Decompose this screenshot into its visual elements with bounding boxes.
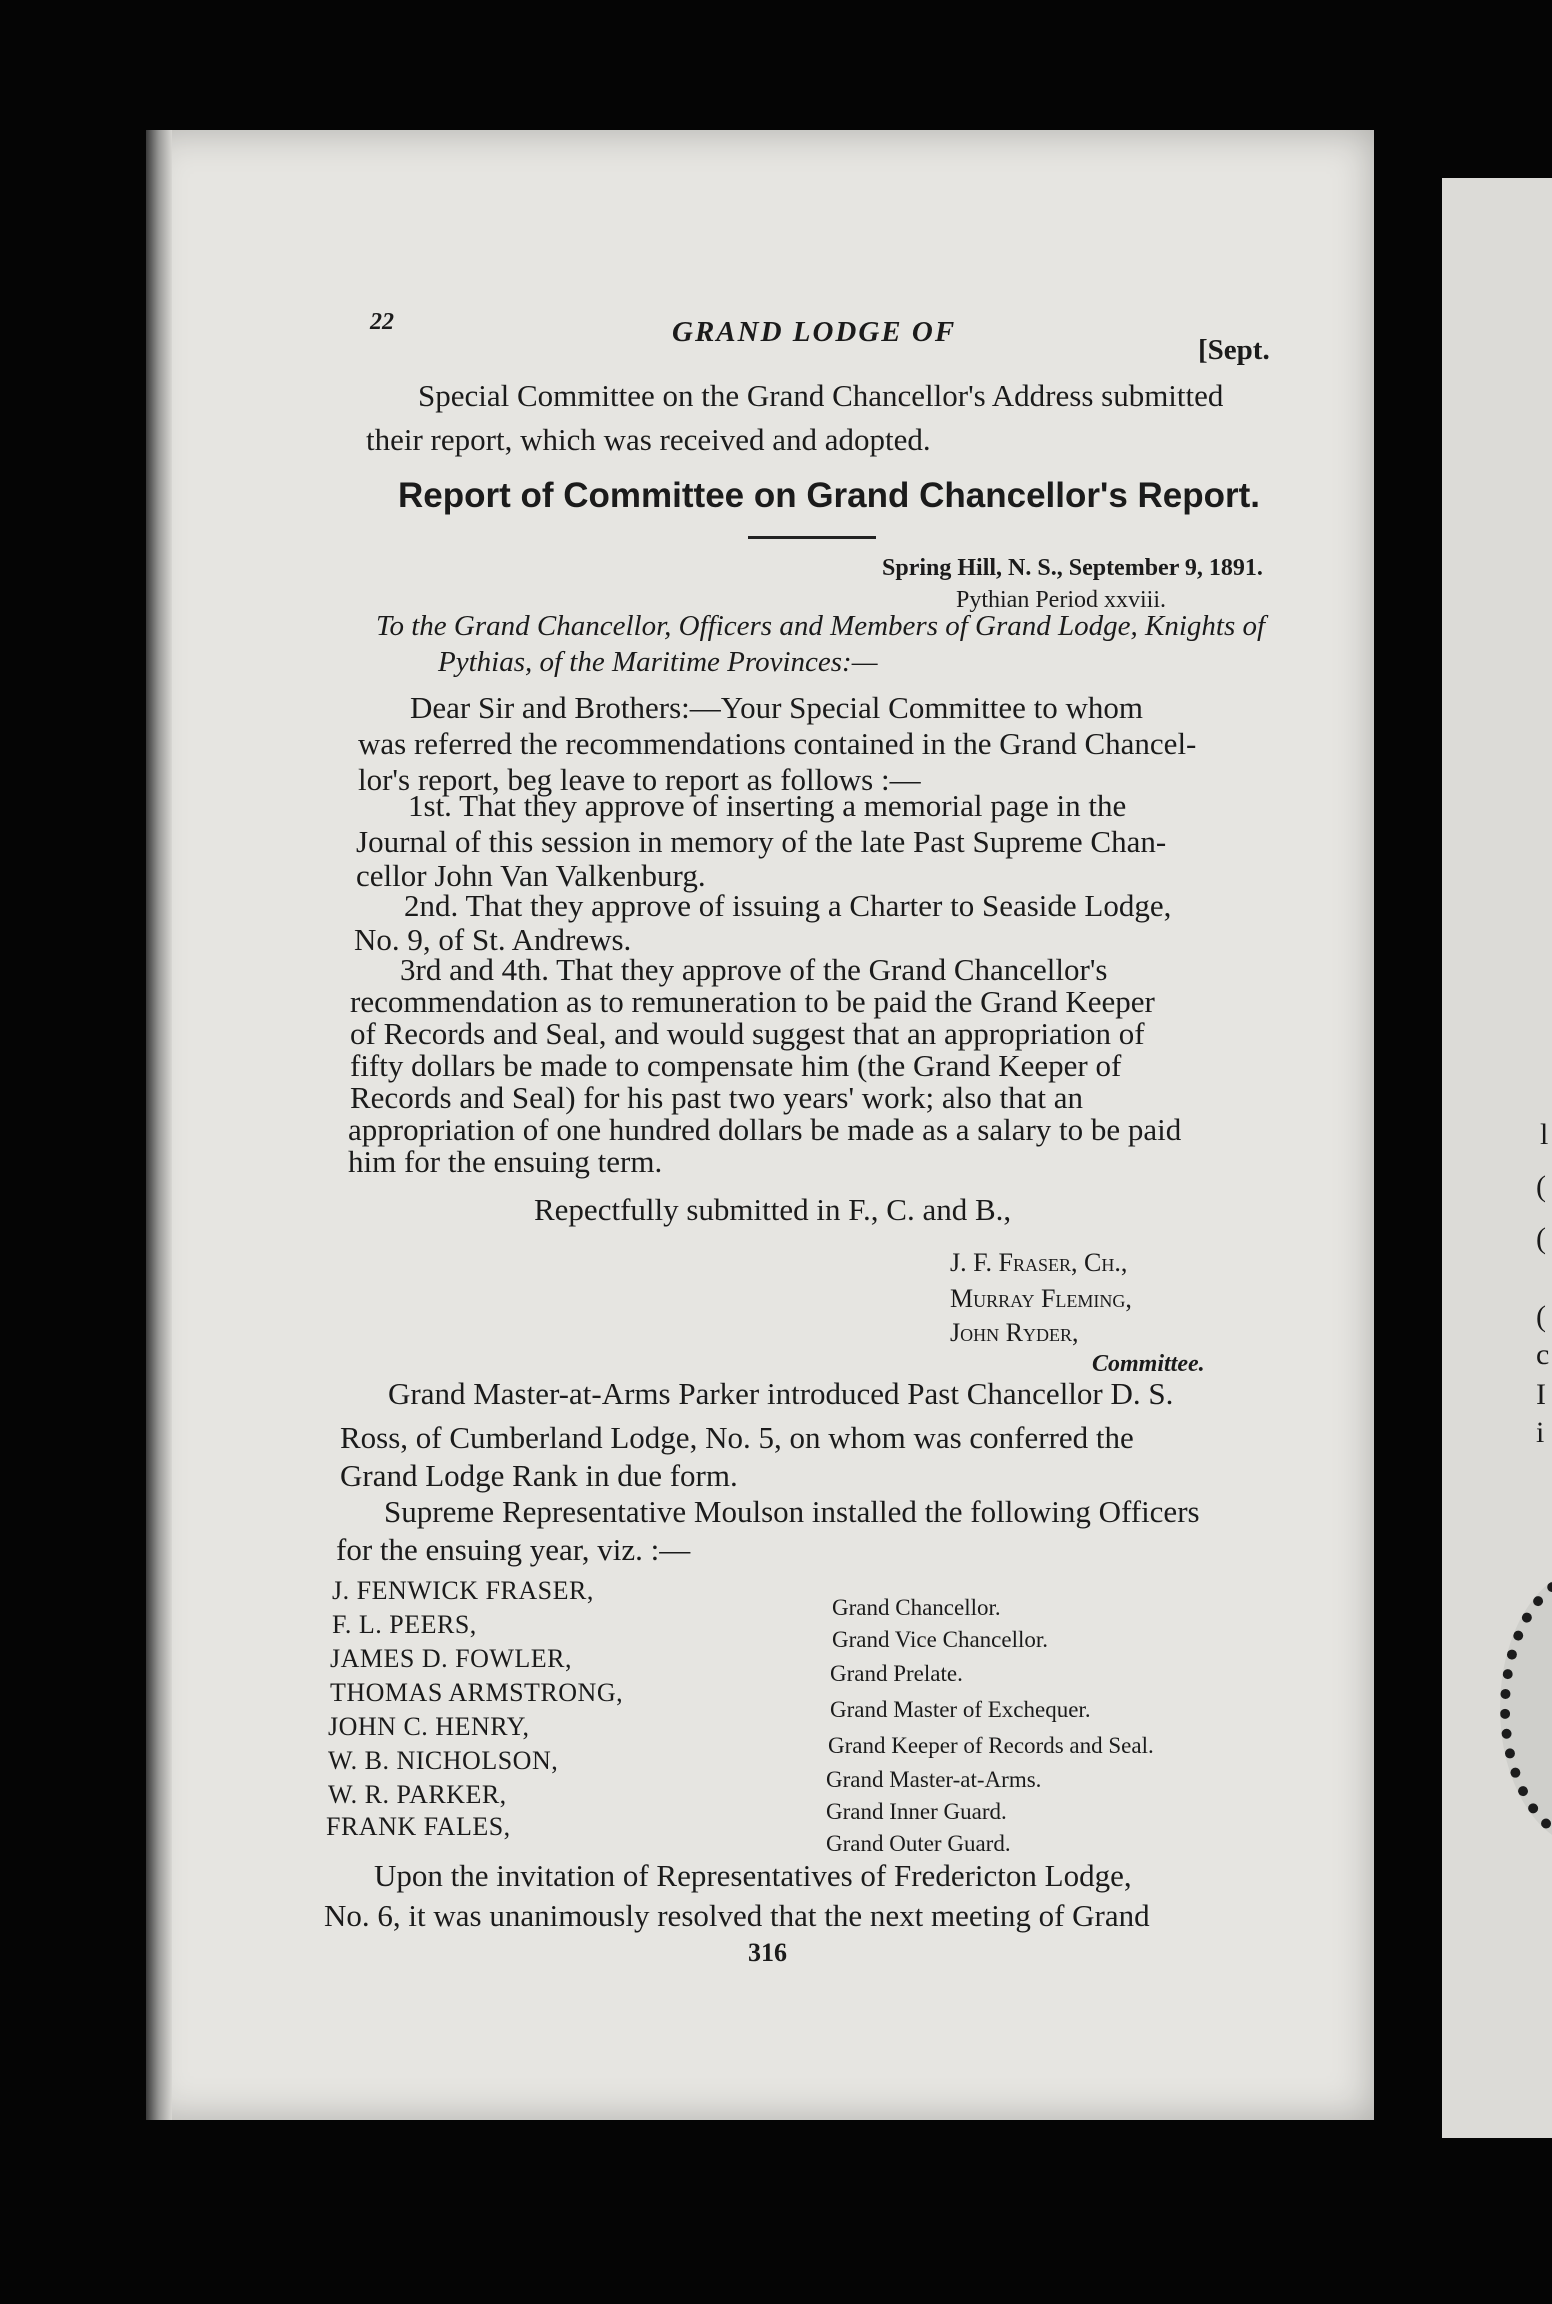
body-line: appropriation of one hundred dollars be made as a salary to be paid [348, 1112, 1182, 1147]
body-line: was referred the recommendations contained in the Grand Chancel- [358, 726, 1197, 761]
signature-line: J. F. Fraser, Ch., [950, 1248, 1128, 1277]
facing-page-fragment: ( [1536, 1300, 1546, 1333]
officer-office: Grand Master of Exchequer. [830, 1697, 1091, 1722]
page-number: 22 [370, 309, 394, 335]
body-line: Grand Lodge Rank in due form. [340, 1458, 738, 1493]
officer-name: FRANK FALES, [326, 1812, 511, 1841]
heading-rule [748, 536, 876, 539]
body-line: fifty dollars be made to compensate him (the Grand Keeper of [350, 1048, 1122, 1083]
officer-name: THOMAS ARMSTRONG, [330, 1678, 624, 1707]
body-line: 2nd. That they approve of issuing a Charter to Seaside Lodge, [404, 888, 1172, 923]
address-line: Pythias, of the Maritime Provinces:— [438, 646, 878, 678]
page-gutter [146, 130, 172, 2120]
intro-line: Special Committee on the Grand Chancellor's Address submitted [418, 378, 1224, 413]
report-heading: Report of Committee on Grand Chancellor's Report. [398, 476, 1261, 515]
facing-page-fragment: l [1540, 1118, 1549, 1151]
officer-name: JAMES D. FOWLER, [330, 1644, 573, 1673]
officer-name: W. R. PARKER, [328, 1780, 507, 1809]
facing-page-fragment: i [1536, 1416, 1545, 1449]
body-line: Supreme Representative Moulson installed the following Officers [384, 1494, 1200, 1529]
officer-office: Grand Master-at-Arms. [826, 1767, 1042, 1792]
body-line: No. 6, it was unanimously resolved that the next meeting of Grand [324, 1898, 1150, 1933]
body-line: No. 9, of St. Andrews. [354, 922, 632, 957]
running-date: [Sept. [1198, 334, 1270, 366]
body-line: Records and Seal) for his past two years' work; also that an [350, 1080, 1084, 1115]
body-line: Upon the invitation of Representatives of Fredericton Lodge, [374, 1858, 1132, 1893]
officer-name: J. FENWICK FRASER, [332, 1576, 594, 1605]
officer-office: Grand Chancellor. [832, 1595, 1001, 1620]
body-line: for the ensuing year, viz. :— [336, 1532, 691, 1567]
officer-name: W. B. NICHOLSON, [328, 1746, 559, 1775]
body-line: him for the ensuing term. [348, 1144, 663, 1179]
facing-page-fragment: ( [1536, 1222, 1546, 1255]
body-line: 3rd and 4th. That they approve of the Grand Chancellor's [400, 952, 1108, 987]
address-line: To the Grand Chancellor, Officers and Members of Grand Lodge, Knights of [376, 610, 1266, 642]
officer-office: Grand Keeper of Records and Seal. [828, 1733, 1154, 1758]
body-line: 1st. That they approve of inserting a memorial page in the [408, 788, 1127, 823]
officer-name: JOHN C. HENRY, [328, 1712, 530, 1741]
running-title: GRAND LODGE OF [672, 316, 957, 348]
body-line: Journal of this session in memory of the late Past Supreme Chan- [356, 824, 1167, 859]
body-line: Grand Master-at-Arms Parker introduced Past Chancellor D. S. [388, 1376, 1174, 1411]
officer-office: Grand Vice Chancellor. [832, 1627, 1048, 1652]
facing-page-fragment: I [1536, 1378, 1546, 1411]
body-line: recommendation as to remuneration to be paid the Grand Keeper [350, 984, 1155, 1019]
dateline-period: Pythian Period xxviii. [956, 587, 1166, 613]
signature-line: John Ryder, [950, 1318, 1079, 1347]
officer-office: Grand Outer Guard. [826, 1831, 1011, 1856]
body-line: cellor John Van Valkenburg. [356, 858, 706, 893]
officer-name: F. L. PEERS, [332, 1610, 477, 1639]
facing-page-fragment: ( [1536, 1170, 1546, 1203]
officer-office: Grand Inner Guard. [826, 1799, 1007, 1824]
body-line: Dear Sir and Brothers:—Your Special Committee to whom [410, 690, 1144, 725]
facing-page-fragment: c [1536, 1338, 1550, 1371]
facing-page [1442, 178, 1552, 2138]
dateline-place: Spring Hill, N. S., September 9, 1891. [882, 555, 1263, 581]
intro-line: their report, which was received and adopted. [366, 422, 931, 457]
body-line: of Records and Seal, and would suggest that an appropriation of [350, 1016, 1145, 1051]
officer-office: Grand Prelate. [830, 1661, 963, 1686]
body-line: lor's report, beg leave to report as follows :— [358, 762, 921, 797]
closing-line: Repectfully submitted in F., C. and B., [534, 1192, 1012, 1227]
folio-number: 316 [748, 1938, 787, 1967]
signature-role: Committee. [1092, 1351, 1205, 1377]
signature-line: Murray Fleming, [950, 1284, 1132, 1313]
body-line: Ross, of Cumberland Lodge, No. 5, on whom was conferred the [340, 1420, 1134, 1455]
